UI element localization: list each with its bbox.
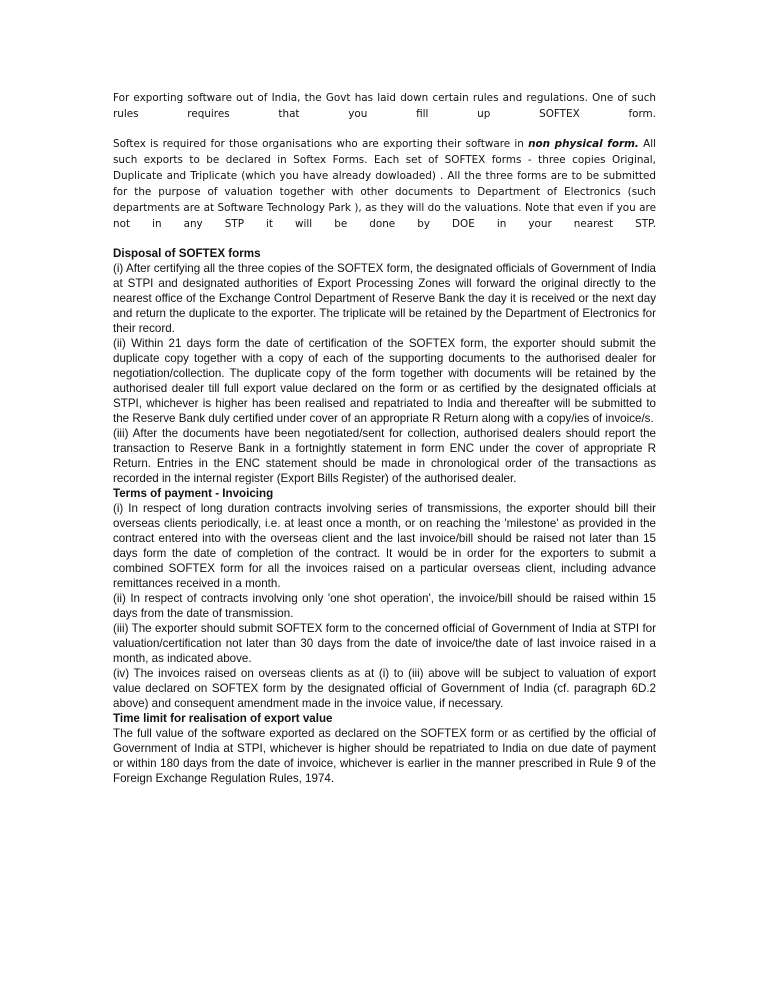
payment-paragraph-2: (ii) In respect of contracts involving only 'one shot operation', the invoice/bill should be raised within 15 days from the date of transmission. — [113, 592, 656, 620]
section-time-limit — [113, 711, 656, 786]
softex-rest: All such exports to be declared in Softex Forms. Each set of SOFTEX forms - three copies Original, Duplicate and Triplicate (which you have already dowloaded) . All the three forms are to be submitted for the purpose of valuation together with other documents to Department of Electronics (such departments are at Software Technology Park ), as they will do the valuations. Note that even if you are not in any STP it will be done by DOE in your nearest STP. — [113, 138, 656, 230]
disposal-paragraph-2: (ii) Within 21 days form the date of certification of the SOFTEX form, the exporter should submit the duplicate copy together with a copy of each of the supporting documents to the authorised dealer for negotiation/collection. The duplicate copy of the form together with documents will be retained by the authorised dealer till full export value declared on the form or as certified by the designated officials at STPI, whichever is higher has been realised and repatriated to India and thereafter will be submitted to the Reserve Bank duly certified under cover of an appropriate R Return along with a copy/ies of invoice/s. — [113, 337, 656, 425]
document-page — [113, 90, 656, 786]
time-limit-paragraph-1: The full value of the software exported as declared on the SOFTEX form or as certified by the official of Government of India at STPI, whichever is higher should be repatriated to India on due date of payment or within 180 days from the date of invoice, whichever is earlier in the manner prescribed in Rule 9 of the Foreign Exchange Regulation Rules, 1974. — [113, 727, 656, 785]
softex-emphasis: non physical form. — [528, 138, 639, 150]
disposal-paragraph-1: (i) After certifying all the three copies of the SOFTEX form, the designated officials of Government of India at STPI and designated authorities of Export Processing Zones will forward the original directly to the nearest office of the Exchange Control Department of Reserve Bank the day it is received or the next day and return the duplicate to the exporter. The triplicate will be retained by the Department of Electronics for their record. — [113, 262, 656, 335]
payment-paragraph-4: (iv) The invoices raised on overseas clients as at (i) to (iii) above will be subject to valuation of export value declared on SOFTEX form by the designated official of Government of India (cf. paragraph 6D.2 above) and consequent amendment made in the invoice value, if necessary. — [113, 667, 656, 710]
section-disposal — [113, 246, 656, 486]
section-payment — [113, 486, 656, 711]
disposal-paragraph-3: (iii) After the documents have been negotiated/sent for collection, authorised dealers should report the transaction to Reserve Bank in a fortnightly statement in form ENC under the cover of appropriate R Return. Entries in the ENC statement should be made in chronological order of the transactions as recorded in the internal register (Export Bills Register) of the authorised dealer. — [113, 427, 656, 485]
payment-paragraph-1: (i) In respect of long duration contracts involving series of transmissions, the exporter should bill their overseas clients periodically, i.e. at least once a month, or on reaching the 'milestone' as provided in the contract entered into with the overseas client and the last invoice/bill should be raised not later than 15 days form the date of completion of the contract. It would be in order for the exporters to submit a combined SOFTEX form for all the invoices raised on a particular overseas client, including advance remittances received in a month. — [113, 502, 656, 590]
intro-paragraph: For exporting software out of India, the Govt has laid down certain rules and regulations. One of such rules requires that you fill up SOFTEX form. — [113, 92, 656, 120]
section-heading-disposal: Disposal of SOFTEX forms — [113, 247, 261, 260]
section-heading-time-limit: Time limit for realisation of export value — [113, 712, 333, 725]
section-heading-payment: Terms of payment - Invoicing — [113, 487, 274, 500]
softex-lead: Softex is required for those organisations who are exporting their software in — [113, 138, 529, 150]
payment-paragraph-3: (iii) The exporter should submit SOFTEX form to the concerned official of Government of India at STPI for valuation/certification not later than 30 days from the date of invoice/the date of last invoice raised in a month, as indicated above. — [113, 622, 656, 665]
softex-paragraph — [113, 136, 656, 232]
